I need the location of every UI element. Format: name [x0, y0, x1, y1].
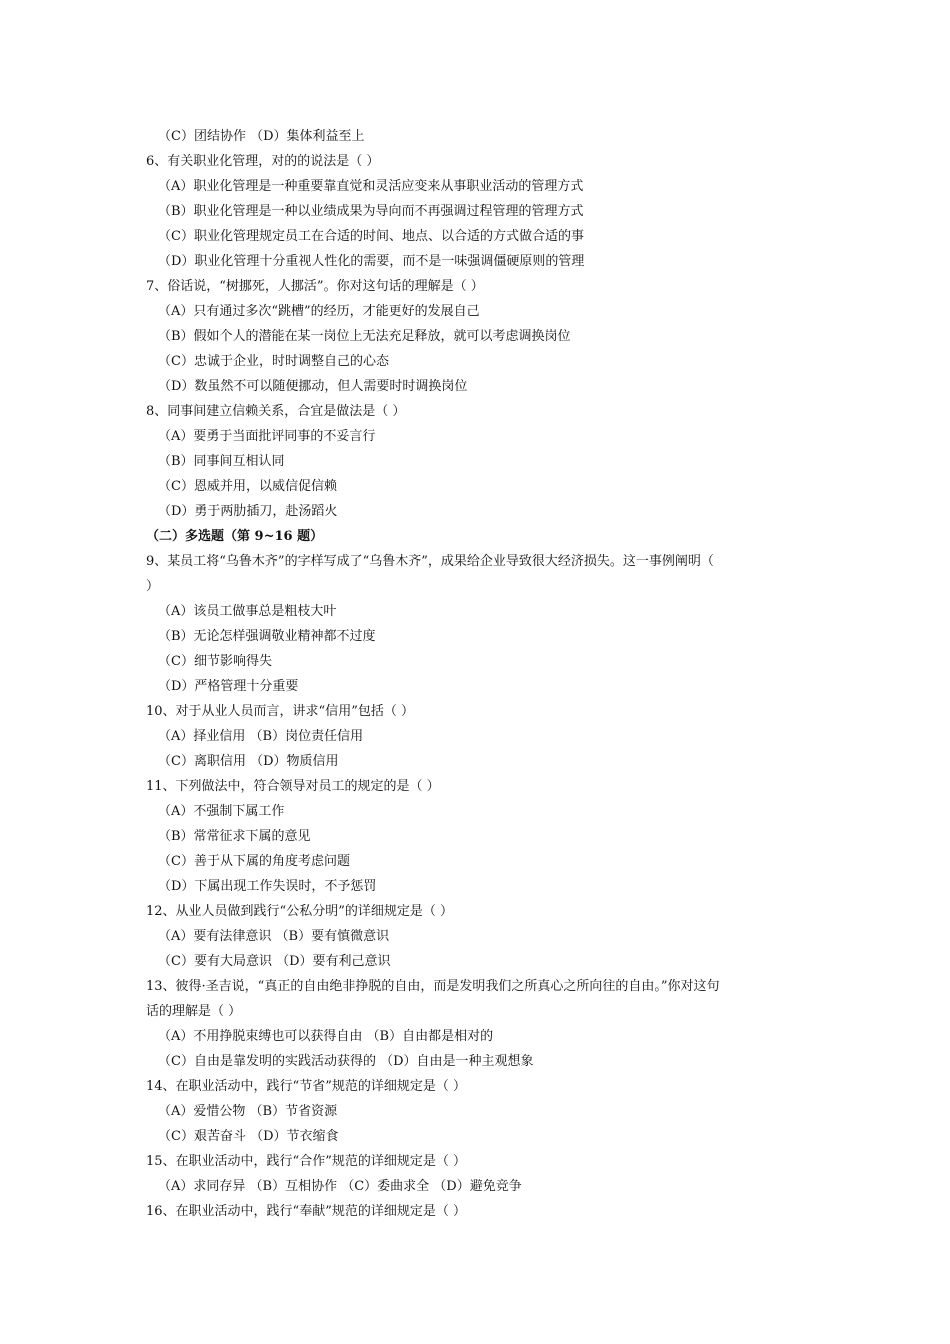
document-page	[146, 124, 816, 1224]
option-line: （A）要勇于当面批评同事的不妥言行	[158, 429, 376, 444]
question-line: 15、在职业活动中，践行“合作”规范的详细规定是（ ）	[146, 1154, 466, 1169]
option-line: （C）职业化管理规定员工在合适的时间、地点、以合适的方式做合适的事	[158, 229, 584, 244]
option-line: （C）离职信用 （D）物质信用	[158, 754, 339, 769]
option-line: （B）常常征求下属的意见	[158, 829, 311, 844]
question-line: 7、俗话说，“树挪死，人挪活”。你对这句话的理解是（ ）	[146, 279, 484, 294]
option-line: （D）职业化管理十分重视人性化的需要，而不是一味强调僵硬原则的管理	[158, 254, 585, 269]
option-line: （D）勇于两肋插刀，赴汤蹈火	[158, 504, 338, 519]
question-line: 10、对于从业人员而言，讲求“信用”包括（ ）	[146, 704, 414, 719]
option-line: （A）不用挣脱束缚也可以获得自由 （B）自由都是相对的	[158, 1029, 494, 1044]
option-line: （C）自由是靠发明的实践活动获得的 （D）自由是一种主观想象	[158, 1054, 534, 1069]
question-line: 6、有关职业化管理，对的的说法是（ ）	[146, 154, 380, 169]
option-line: （A）职业化管理是一种重要靠直觉和灵活应变来从事职业活动的管理方式	[158, 179, 584, 194]
option-line: （A）只有通过多次“跳槽”的经历，才能更好的发展自己	[158, 304, 480, 319]
question-line: 11、下列做法中，符合领导对员工的规定的是（ ）	[146, 779, 440, 794]
question-line: 13、彼得·圣吉说，“真正的自由绝非挣脱的自由，而是发明我们之所真心之所向往的自由。”你对这句	[146, 979, 720, 994]
option-line: （A）爱惜公物 （B）节省资源	[158, 1104, 338, 1119]
option-line: （B）同事间互相认同	[158, 454, 285, 469]
option-line: （B）无论怎样强调敬业精神都不过度	[158, 629, 376, 644]
question-line: ）	[146, 579, 160, 594]
option-line: （C）细节影响得失	[158, 654, 272, 669]
question-line: 9、某员工将“乌鲁木齐”的字样写成了“乌鲁木齐”，成果给企业导致很大经济损失。这一事例阐明（	[146, 554, 714, 569]
section-heading: （二）多选题（第 9~16 题）	[146, 529, 324, 544]
option-line: （C）忠诚于企业，时时调整自己的心态	[158, 354, 389, 369]
option-line: （C）要有大局意识 （D）要有利己意识	[158, 954, 391, 969]
question-line: 12、从业人员做到践行“公私分明”的详细规定是（ ）	[146, 904, 453, 919]
option-line: （D）数虽然不可以随便挪动，但人需要时时调换岗位	[158, 379, 468, 394]
option-line: （B）职业化管理是一种以业绩成果为导向而不再强调过程管理的管理方式	[158, 204, 584, 219]
option-line: （C）团结协作 （D）集体利益至上	[158, 129, 365, 144]
option-line: （A）要有法律意识 （B）要有慎微意识	[158, 929, 390, 944]
question-line: 8、同事间建立信赖关系，合宜是做法是（ ）	[146, 404, 406, 419]
question-line: 16、在职业活动中，践行“奉献”规范的详细规定是（ ）	[146, 1204, 466, 1219]
option-line: （C）艰苦奋斗 （D）节衣缩食	[158, 1129, 339, 1144]
option-line: （A）该员工做事总是粗枝大叶	[158, 604, 337, 619]
option-line: （D）严格管理十分重要	[158, 679, 299, 694]
option-line: （C）恩威并用，以威信促信赖	[158, 479, 337, 494]
option-line: （A）择业信用 （B）岗位责任信用	[158, 729, 364, 744]
option-line: （A）求同存异 （B）互相协作 （C）委曲求全 （D）避免竞争	[158, 1179, 522, 1194]
option-line: （D）下属出现工作失误时，不予惩罚	[158, 879, 377, 894]
question-line: 14、在职业活动中，践行“节省”规范的详细规定是（ ）	[146, 1079, 466, 1094]
option-line: （A）不强制下属工作	[158, 804, 285, 819]
question-line: 话的理解是（ ）	[146, 1004, 242, 1019]
option-line: （C）善于从下属的角度考虑问题	[158, 854, 350, 869]
option-line: （B）假如个人的潜能在某一岗位上无法充足释放，就可以考虑调换岗位	[158, 329, 571, 344]
